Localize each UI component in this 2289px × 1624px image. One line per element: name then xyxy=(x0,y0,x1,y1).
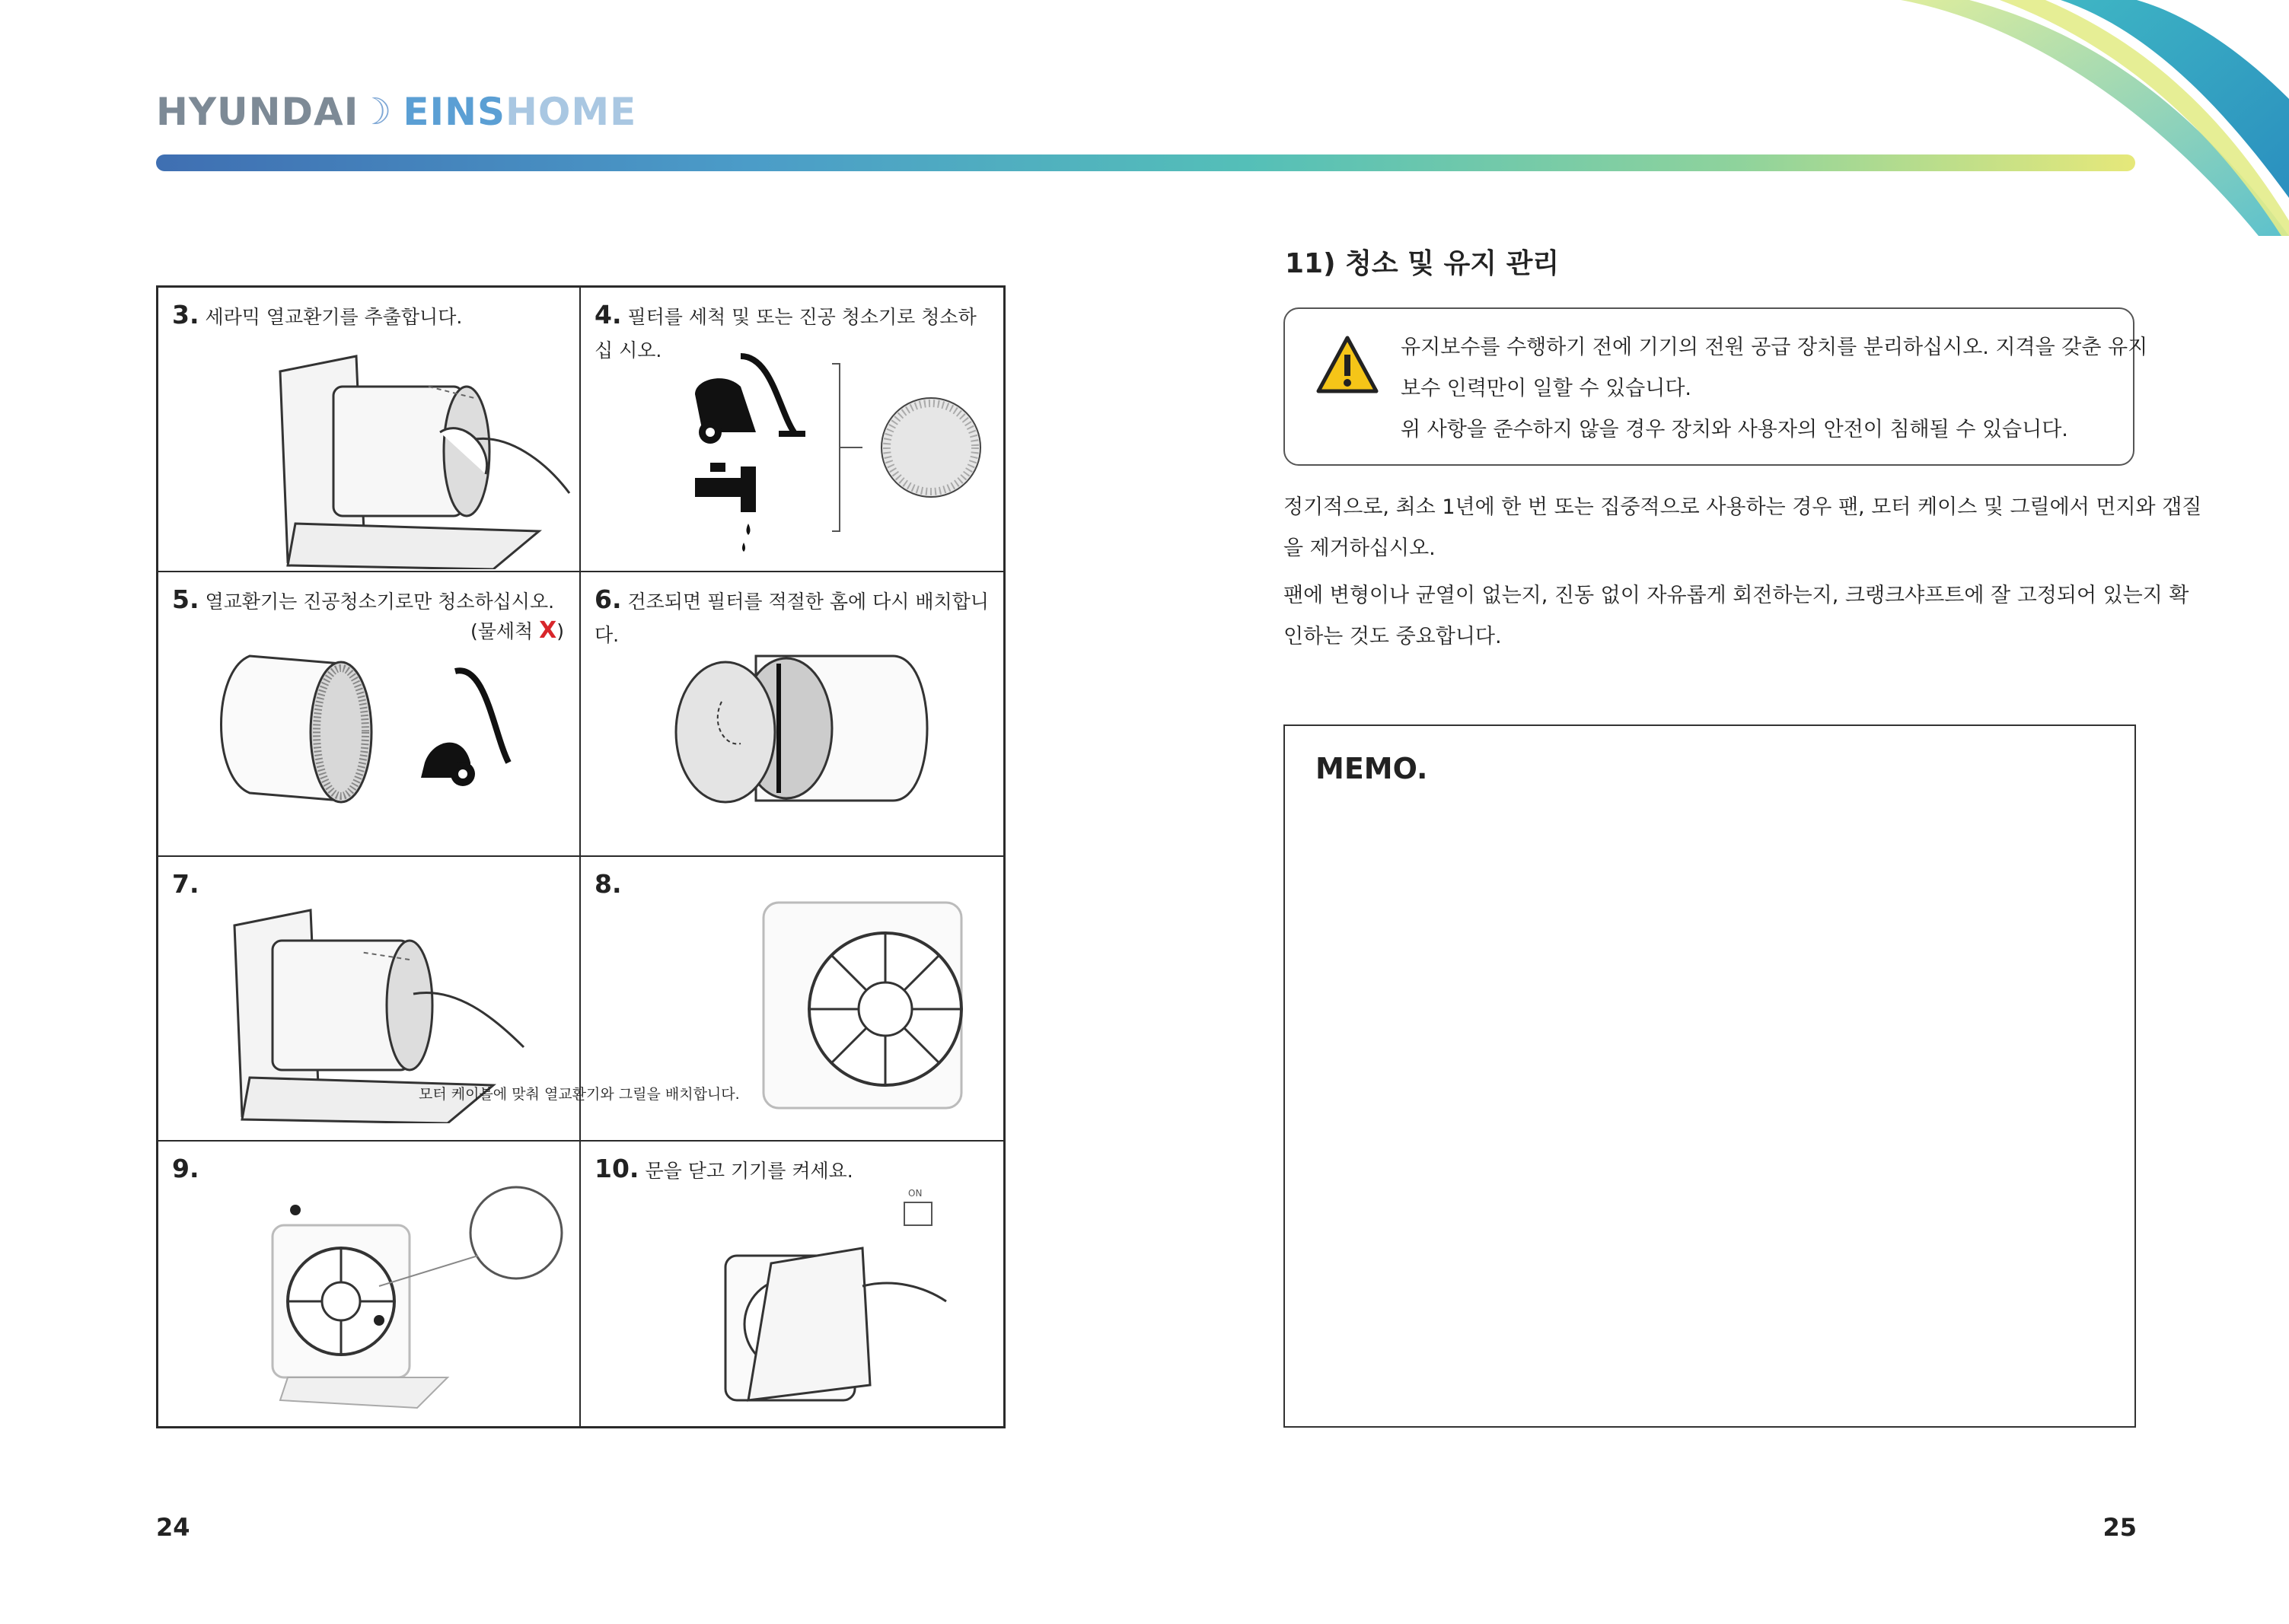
step-cell-6 xyxy=(581,572,1003,857)
step-number: 8. xyxy=(595,869,622,899)
grille-placement-illustration xyxy=(756,895,984,1123)
warning-text xyxy=(1401,327,2148,451)
brand-logo xyxy=(156,90,636,134)
grille-rotate-illustration xyxy=(265,1172,569,1415)
logo-brand-text: HYUNDAI xyxy=(156,90,359,134)
logo-home-text: HOME xyxy=(505,90,637,134)
vacuum-cleaner-icon xyxy=(421,670,508,786)
logo-moon-icon: ☽ xyxy=(359,91,393,133)
vacuum-cleaner-icon xyxy=(695,356,805,444)
page-number-right: 25 xyxy=(2103,1513,2137,1542)
step-cell-4 xyxy=(581,288,1003,572)
step-text: 필터를 세척 및 또는 진공 청소기로 청소하십 시오. xyxy=(595,306,977,361)
warning-line: 유지보수를 수행하기 전에 기기의 전원 공급 장치를 분리하십시오. 지격을 갖춘 유지 xyxy=(1401,336,2148,359)
step-number: 9. xyxy=(172,1154,199,1183)
step-title xyxy=(172,583,566,619)
warning-line: 보수 인력만이 일할 수 있습니다. xyxy=(1401,377,1691,400)
warning-line: 위 사항을 준수하지 않을 경우 장치와 사용자의 안전이 침해될 수 있습니다. xyxy=(1401,418,2068,441)
logo-eins-text: EINS xyxy=(403,90,505,134)
step-text: 건조되면 필터를 적절한 홈에 다시 배치합니다. xyxy=(595,591,989,646)
decorative-swoosh xyxy=(1832,0,2289,236)
step-cell-9 xyxy=(158,1142,581,1426)
step-number: 7. xyxy=(172,869,199,899)
memo-box xyxy=(1283,724,2136,1428)
section-title: 11) 청소 및 유지 관리 xyxy=(1285,248,1560,279)
step-text: 문을 닫고 기기를 켜세요. xyxy=(645,1160,853,1182)
maintenance-paragraph-2: 팬에 변형이나 균열이 없는지, 진동 없이 자유롭게 회전하는지, 크랭크샤프트에 잘 고정되어 있는지 확 인하는 것도 중요합니다. xyxy=(1283,584,2189,648)
step-number: 5. xyxy=(172,584,199,614)
step-7-8-caption: 모터 케이블에 맞춰 열교환기와 그릴을 배치합니다. xyxy=(419,1086,740,1103)
close-door-illustration xyxy=(718,1187,961,1415)
switch-label: ON xyxy=(908,1188,923,1199)
step-text: 세라믹 열교환기를 추출합니다. xyxy=(205,306,463,328)
step-number: 10. xyxy=(595,1154,639,1183)
warning-triangle-icon xyxy=(1315,335,1379,394)
step-number: 6. xyxy=(595,584,622,614)
no-water-wash-note: (물세척 X) xyxy=(470,617,564,644)
step-cell-3 xyxy=(158,288,581,572)
step-cell-10 xyxy=(581,1142,1003,1426)
page-number-left: 24 xyxy=(156,1513,190,1542)
step-title xyxy=(595,1152,990,1188)
step-text: 열교환기는 진공청소기로만 청소하십시오. xyxy=(205,591,555,613)
step-number: 4. xyxy=(595,300,622,330)
step-title xyxy=(595,583,990,652)
memo-label: MEMO. xyxy=(1315,752,1428,785)
red-x-icon: X xyxy=(539,617,557,644)
steps-grid xyxy=(156,285,1006,1428)
step-cell-5 xyxy=(158,572,581,857)
warning-box xyxy=(1283,307,2148,466)
exchanger-vacuum-illustration xyxy=(204,648,554,816)
extract-exchanger-illustration xyxy=(265,341,581,569)
step-number: 3. xyxy=(172,300,199,330)
step-title xyxy=(172,298,566,334)
maintenance-paragraph-1: 정기적으로, 최소 1년에 한 번 또는 집중적으로 사용하는 경우 팬, 모터 케이스 및 그릴에서 먼지와 갭질 을 제거하십시오. xyxy=(1283,495,2202,560)
filter-reinsert-illustration xyxy=(665,648,939,816)
vacuum-and-water-illustration xyxy=(687,349,992,554)
faucet-icon xyxy=(695,463,756,552)
